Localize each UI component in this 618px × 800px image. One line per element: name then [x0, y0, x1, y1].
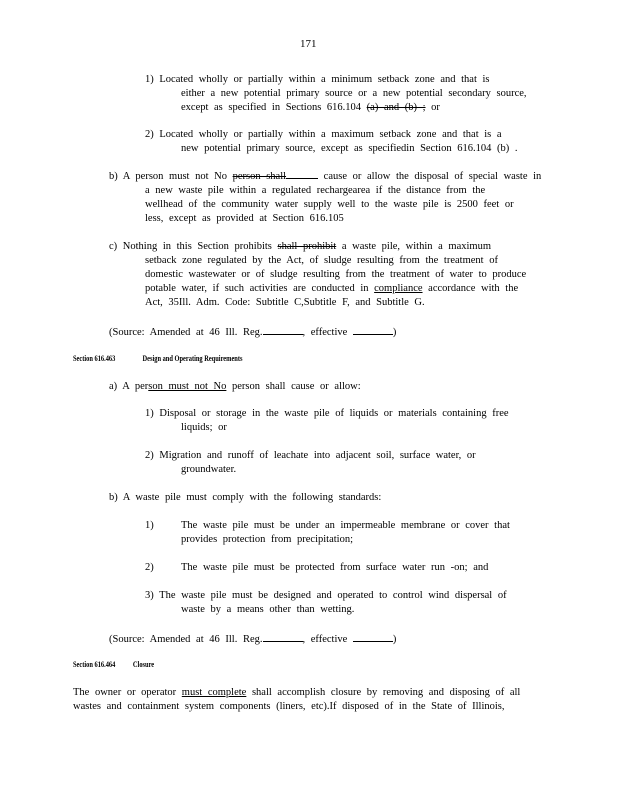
- para-b-line-4: less, except as provided at Section 616.105: [145, 213, 344, 224]
- para-c-inserted-text: compliance: [374, 283, 423, 294]
- para-b-text-a: b) A person must not No: [109, 171, 227, 182]
- item-1-line-2: either a new potential primary source or a new potential secondary source,: [181, 88, 527, 99]
- source-note-2-text: (Source: Amended at 46 Ill. Reg.: [109, 634, 263, 645]
- source-note-1-text: (Source: Amended at 46 Ill. Reg.: [109, 327, 263, 338]
- design-b3-line-1: 3) The waste pile must be designed and operated to control wind dispersal of: [145, 590, 507, 601]
- para-c-line-5: Act, 35Ill. Adm. Code: Subtitle C,Subtitle F, and Subtitle G.: [145, 297, 425, 308]
- source-note-1-effective: , effective: [302, 327, 348, 338]
- closure-inserted-text: must complete: [181, 687, 247, 698]
- design-b1-line-1: The waste pile must be under an impermeable membrane or cover that: [181, 520, 510, 531]
- para-b-line-1: [109, 170, 541, 183]
- section-title: Design and Operating Requirements: [142, 354, 243, 363]
- design-a2-line-2: groundwater.: [181, 464, 237, 475]
- design-b1-line-2: provides protection from precipitation;: [181, 534, 353, 545]
- design-b3-line-2: waste by a means other than wetting.: [181, 604, 355, 615]
- item-1-deleted-text: (a) and (b) ;: [366, 102, 426, 113]
- item-1-line-3: [181, 101, 440, 114]
- item-1-line-1: 1) Located wholly or partially within a minimum setback zone and that is: [145, 74, 490, 85]
- item-1-line-3-text: except as specified in Sections 616.104: [181, 102, 362, 113]
- para-c-line-3: domestic wastewater or of sludge resulting from the treatment of water to produce: [145, 269, 527, 280]
- design-b-line-1: b) A waste pile must comply with the following standards:: [109, 492, 382, 503]
- para-c-deleted-text: shall prohibit: [277, 241, 337, 252]
- design-a1-line-2: liquids; or: [181, 422, 227, 433]
- page-number: 171: [300, 38, 317, 50]
- item-1-or: or: [431, 102, 440, 113]
- source-note-2-effective: , effective: [302, 634, 348, 645]
- para-c-line-4: [145, 282, 518, 295]
- para-b-line-2: a new waste pile within a regulated rechargearea if the distance from the: [145, 185, 486, 196]
- para-b-text-b: cause or allow the disposal of special waste in: [323, 171, 542, 182]
- design-b1-num: 1): [145, 520, 154, 531]
- design-b2-line-1: The waste pile must be protected from surface water run -on; and: [181, 562, 489, 573]
- design-a2-line-1: 2) Migration and runoff of leachate into adjacent soil, surface water, or: [145, 450, 476, 461]
- para-c-text-a: c) Nothing in this Section prohibits: [109, 241, 272, 252]
- para-b-line-3: wellhead of the community water supply well to the waste pile is 2500 feet or: [145, 199, 514, 210]
- para-c-text-4a: potable water, if such activities are conducted in: [145, 283, 369, 294]
- para-b-deleted-text: person shall: [232, 171, 287, 182]
- design-b2-num: 2): [145, 562, 154, 573]
- section-title: Closure: [132, 660, 155, 669]
- design-a1-line-1: 1) Disposal or storage in the waste pile of liquids or materials containing free: [145, 408, 509, 419]
- item-2-line-2: new potential primary source, except as specifiedin Section 616.104 (b) .: [181, 143, 518, 154]
- source-note-2: (Source: Amended at 46 Ill. Reg. , effective ): [109, 631, 396, 646]
- para-c-line-2: setback zone regulated by the Act, of sludge resulting from the treatment of: [145, 255, 498, 266]
- section-heading-464: [73, 660, 154, 669]
- item-2-line-1: 2) Located wholly or partially within a maximum setback zone and that is a: [145, 129, 502, 140]
- para-c-text-b: a waste pile, within a maximum: [341, 241, 491, 252]
- closure-line-1: The owner or operator must complete shall accomplish closure by removing and disposing of all: [73, 687, 521, 698]
- section-number: Section 616.463: [73, 354, 116, 363]
- para-c-text-4b: accordance with the: [428, 283, 519, 294]
- section-heading-463: [73, 354, 242, 363]
- design-a-line-1: a) A person must not No person shall cause or allow:: [109, 381, 361, 392]
- section-number: Section 616.464: [73, 660, 116, 669]
- design-a-inserted-text: son must not No: [148, 381, 227, 392]
- source-note-1: (Source: Amended at 46 Ill. Reg. , effective ): [109, 324, 396, 339]
- para-c-line-1: [109, 240, 491, 253]
- closure-line-2: wastes and containment system components (liners, etc).If disposed of in the State of Illinois,: [73, 701, 505, 712]
